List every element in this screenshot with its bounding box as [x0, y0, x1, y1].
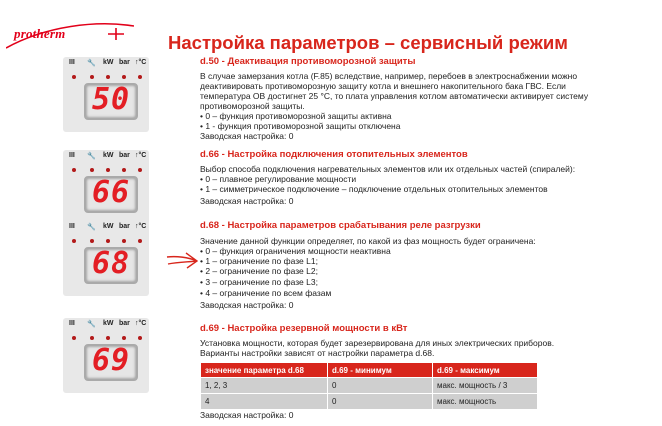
indicator-led: [122, 239, 126, 243]
option-line: • 3 – ограничение по фазе L3;: [200, 277, 318, 287]
table-row: [201, 378, 538, 394]
service-icon: 🔧: [87, 224, 96, 231]
indicator-led: [138, 168, 142, 172]
option-line: • 4 – ограничение по всем фазам: [200, 288, 332, 298]
factory-setting: Заводская настройка: 0: [200, 410, 294, 420]
indicator-led: [106, 168, 110, 172]
section-heading-d66: d.66 - Настройка подключения отопительных элементов: [200, 149, 468, 160]
option-line: • 2 – ограничение по фазе L2;: [200, 266, 318, 276]
panel-icon-row: [63, 221, 149, 237]
indicator-led: [90, 75, 94, 79]
indicator-led: [122, 168, 126, 172]
table-cell: 0: [328, 394, 433, 410]
option-line: • 0 – функция противоморозной защиты активна: [200, 111, 392, 121]
text-line: Значение данной функции определяет, по какой из фаз мощность будет ограничена:: [200, 236, 536, 246]
panel-icon-row: [63, 57, 149, 73]
boiler-display-panel: [63, 221, 149, 296]
kw-label: kW: [103, 320, 114, 327]
indicator-led: [72, 75, 76, 79]
service-icon: 🔧: [87, 321, 96, 328]
text-line: Варианты настройки зависят от настройки параметра d.68.: [200, 348, 435, 358]
table-cell: макс. мощность: [433, 394, 538, 410]
text-line: противоморозной защиты.: [200, 101, 305, 111]
indicator-led: [90, 239, 94, 243]
kw-label: kW: [103, 59, 114, 66]
column-header: значение параметра d.68: [201, 363, 328, 378]
section-heading-d68: d.68 - Настройка параметров срабатывания реле разгрузки: [200, 220, 481, 231]
text-line: Выбор способа подключения нагревательных элементов или их отдельных частей (спиралей):: [200, 164, 576, 174]
table-cell: макс. мощность / 3: [433, 378, 538, 394]
factory-setting: Заводская настройка: 0: [200, 196, 294, 206]
bar-label: bar: [119, 59, 130, 66]
table-header-row: [201, 363, 538, 378]
lcd-digits: 50: [91, 82, 131, 117]
lcd-digits: 66: [91, 175, 131, 210]
bar-label: bar: [119, 223, 130, 230]
option-line: • 1 – ограничение по фазе L1;: [200, 256, 318, 266]
option-line: • 1 – симметрическое подключение – подключение отдельных отопительных элементов: [200, 184, 548, 194]
boiler-display-panel: [63, 150, 149, 225]
option-line: • 0 – плавное регулирование мощности: [200, 174, 357, 184]
temperature-icon: ↑°C: [135, 59, 147, 66]
column-header: d.69 - минимум: [328, 363, 433, 378]
indicator-led: [106, 336, 110, 340]
table-cell: 1, 2, 3: [201, 378, 328, 394]
indicator-led: [90, 336, 94, 340]
lcd-screen: [84, 83, 138, 120]
indicator-led: [138, 75, 142, 79]
text-line: деактивировать противоморозную защиту котла и внешнего накопительного бака ГВС. Если: [200, 81, 566, 91]
option-line: • 1 - функция противоморозной защиты отключена: [200, 121, 401, 131]
table-row: [201, 394, 538, 410]
service-icon: 🔧: [87, 60, 96, 67]
panel-icon-row: [63, 150, 149, 166]
kw-label: kW: [103, 223, 114, 230]
indicator-led: [138, 336, 142, 340]
column-header: d.69 - максимум: [433, 363, 538, 378]
table-cell: 4: [201, 394, 328, 410]
factory-setting: Заводская настройка: 0: [200, 300, 294, 310]
kw-label: kW: [103, 152, 114, 159]
lcd-screen: [84, 344, 138, 381]
heating-icon: III: [69, 152, 75, 159]
panel-icon-row: [63, 318, 149, 334]
red-arrow-annotation-icon: [166, 248, 198, 270]
factory-setting: Заводская настройка: 0: [200, 131, 294, 141]
lcd-screen: [84, 247, 138, 284]
table-cell: 0: [328, 378, 433, 394]
indicator-led: [106, 239, 110, 243]
bar-label: bar: [119, 152, 130, 159]
d69-settings-table: [200, 362, 538, 410]
indicator-led: [72, 168, 76, 172]
indicator-led: [122, 336, 126, 340]
protherm-logo: [6, 20, 134, 50]
boiler-display-panel: [63, 57, 149, 132]
logo-text: protherm: [14, 26, 66, 41]
service-icon: 🔧: [87, 153, 96, 160]
option-line: • 0 – функция ограничения мощности неактивна: [200, 246, 391, 256]
text-line: температура ОВ достигнет 25 °C, то плата управления котлом автоматически активирует систему: [200, 91, 589, 101]
section-heading-d69: d.69 - Настройка резервной мощности в кВт: [200, 323, 408, 334]
temperature-icon: ↑°C: [135, 320, 147, 327]
indicator-led: [90, 168, 94, 172]
indicator-led: [106, 75, 110, 79]
indicator-led: [138, 239, 142, 243]
indicator-led: [72, 336, 76, 340]
heating-icon: III: [69, 320, 75, 327]
section-heading-d50: d.50 - Деактивация противоморозной защиты: [200, 56, 416, 67]
temperature-icon: ↑°C: [135, 223, 147, 230]
text-line: В случае замерзания котла (F.85) вследствие, например, перебоев в электроснабжении можно: [200, 71, 578, 81]
page-title: Настройка параметров – сервисный режим: [168, 32, 568, 53]
boiler-display-panel: [63, 318, 149, 393]
lcd-screen: [84, 176, 138, 213]
heating-icon: III: [69, 59, 75, 66]
temperature-icon: ↑°C: [135, 152, 147, 159]
lcd-digits: 69: [91, 343, 131, 378]
bar-label: bar: [119, 320, 130, 327]
text-line: Установка мощности, которая будет зарезервирована для иных электрических приборов.: [200, 338, 555, 348]
heating-icon: III: [69, 223, 75, 230]
lcd-digits: 68: [91, 246, 131, 281]
indicator-led: [122, 75, 126, 79]
indicator-led: [72, 239, 76, 243]
